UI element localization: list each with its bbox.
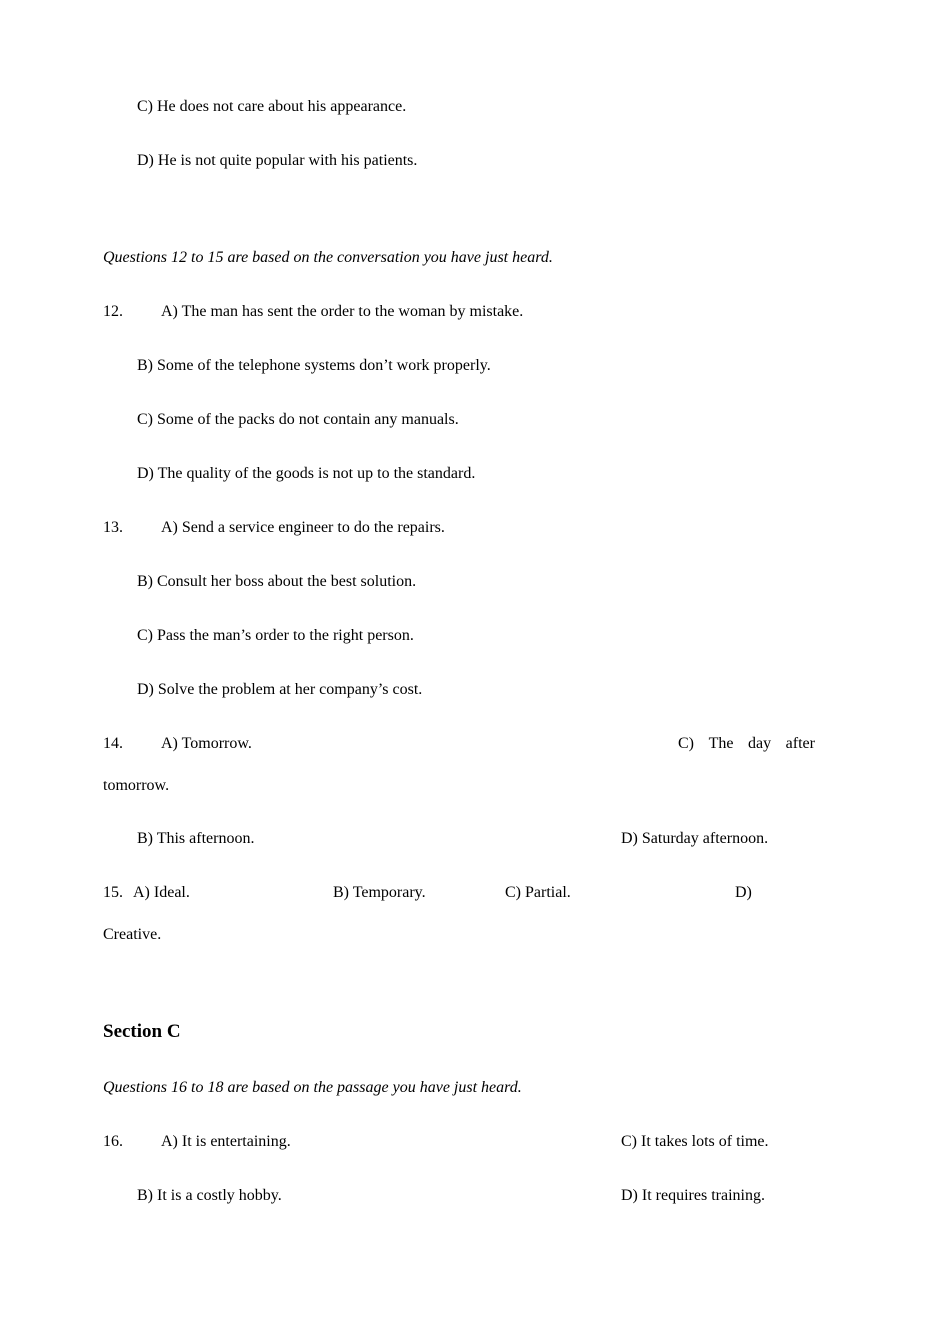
q14-number: 14. [103, 735, 123, 752]
q12-option-d: D) The quality of the goods is not up to the standard. [137, 465, 476, 482]
q12-number: 12. [103, 303, 123, 320]
q13-option-b: B) Consult her boss about the best solution. [137, 573, 417, 590]
q14-option-c-wrap: tomorrow. [103, 777, 170, 794]
q15-option-b: B) Temporary. [333, 884, 426, 901]
q16-option-b: B) It is a costly hobby. [137, 1187, 282, 1204]
q12-option-c: C) Some of the packs do not contain any manuals. [137, 411, 459, 428]
q12-option-b: B) Some of the telephone systems don’t work properly. [137, 357, 491, 374]
q12-option-a: A) The man has sent the order to the woman by mistake. [161, 303, 524, 320]
q15-option-d-wrap: Creative. [103, 926, 162, 943]
q14-option-c [678, 734, 815, 754]
conversation-instruction: Questions 12 to 15 are based on the conversation you have just heard. [103, 249, 553, 266]
q14-option-b: B) This afternoon. [137, 830, 255, 847]
q14-option-c-word: C) [678, 735, 694, 752]
q15-option-c: C) Partial. [505, 884, 571, 901]
q16-option-a: A) It is entertaining. [161, 1133, 291, 1150]
q14-option-c-word: after [785, 735, 815, 752]
q16-number: 16. [103, 1133, 123, 1150]
q13-option-a: A) Send a service engineer to do the repairs. [161, 519, 445, 536]
q15-option-a: A) Ideal. [133, 884, 190, 901]
q11-option-c: C) He does not care about his appearance. [137, 98, 407, 115]
q14-option-d: D) Saturday afternoon. [621, 830, 769, 847]
q16-option-d: D) It requires training. [621, 1187, 765, 1204]
q14-option-c-word: The [708, 735, 734, 752]
q16-option-c: C) It takes lots of time. [621, 1133, 769, 1150]
section-c-heading: Section C [103, 1021, 181, 1042]
q13-option-c: C) Pass the man’s order to the right person. [137, 627, 414, 644]
q11-option-d: D) He is not quite popular with his patients. [137, 152, 418, 169]
q15-option-d: D) [735, 884, 752, 901]
q13-option-d: D) Solve the problem at her company’s cost. [137, 681, 423, 698]
q13-number: 13. [103, 519, 123, 536]
q14-option-c-word: day [748, 735, 772, 752]
q15-number: 15. [103, 884, 123, 901]
section-c-instruction: Questions 16 to 18 are based on the passage you have just heard. [103, 1079, 522, 1096]
q14-option-a: A) Tomorrow. [161, 735, 252, 752]
